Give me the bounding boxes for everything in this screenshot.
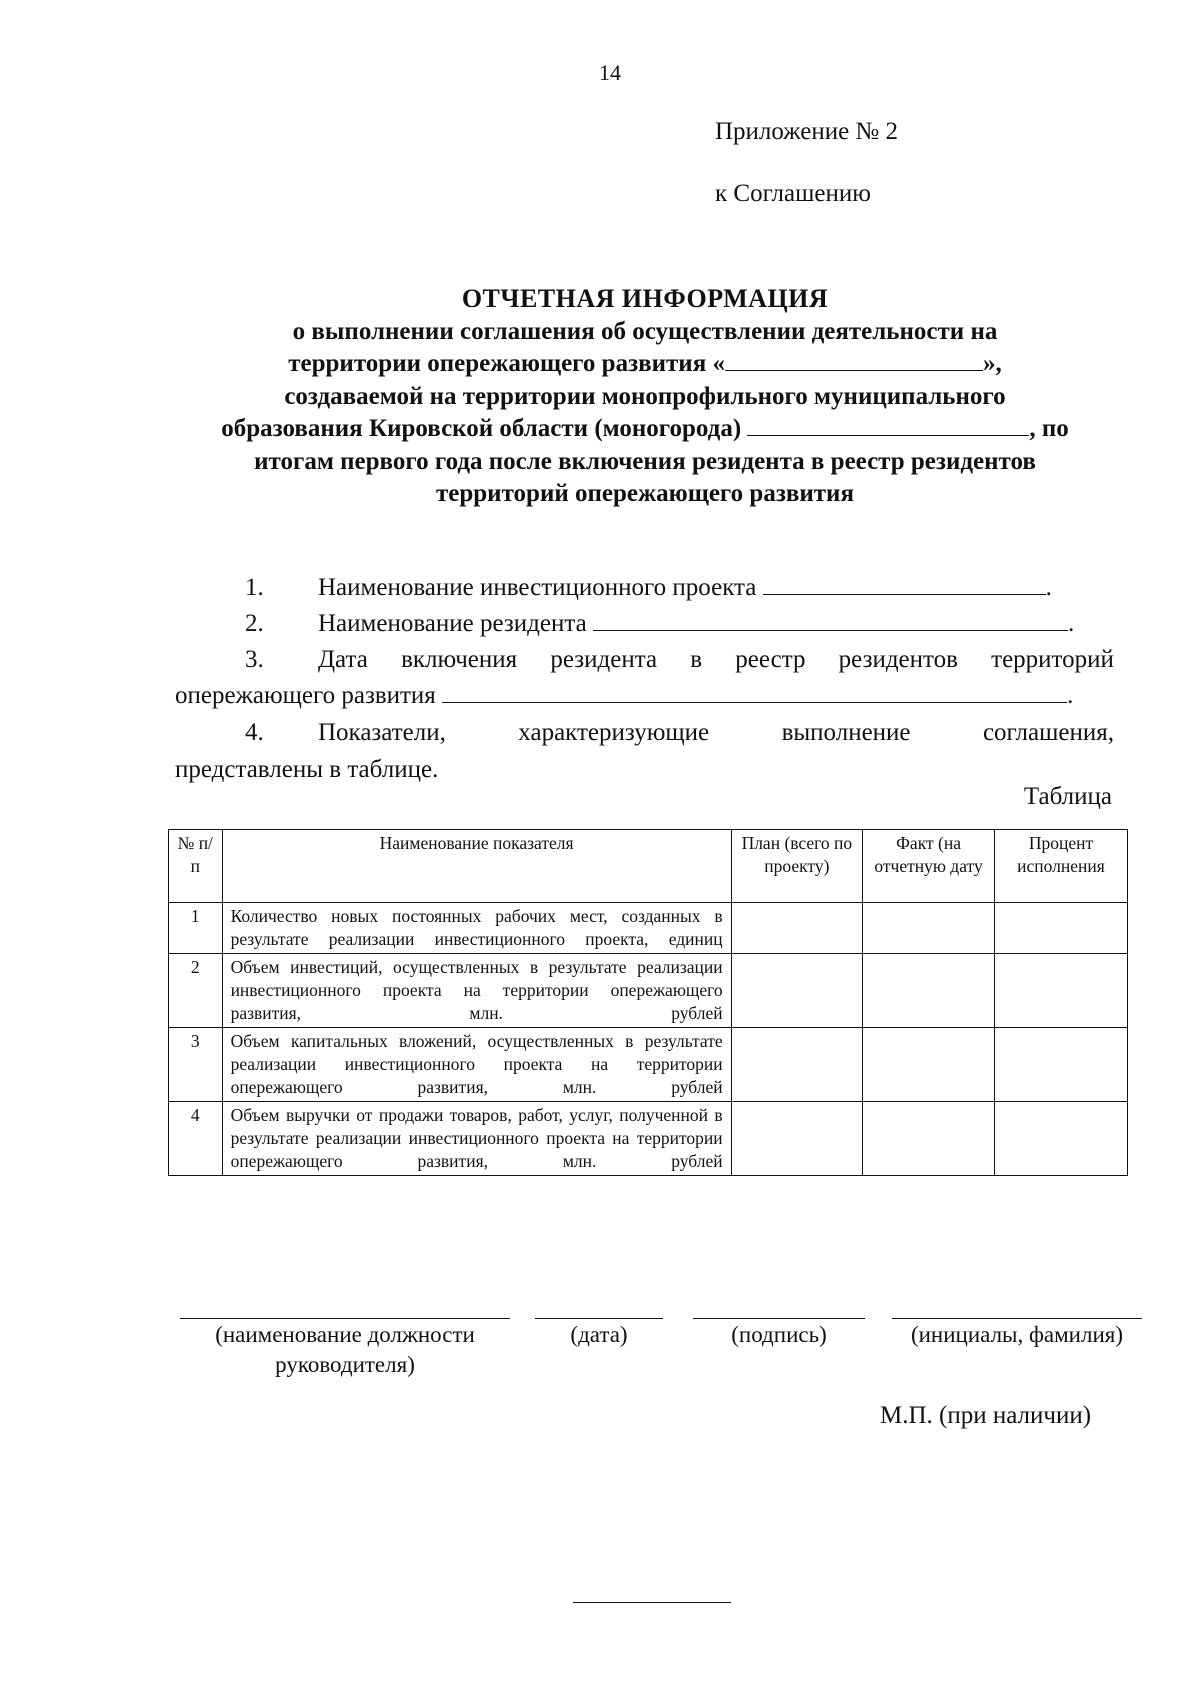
row-plan-cell[interactable]	[731, 954, 862, 1028]
word: в	[690, 646, 703, 673]
row-name: Объем выручки от продажи товаров, работ, услуг, полученной в результате реализации инвестиционного проекта на территории опережающего развития, млн. рублей	[222, 1102, 731, 1176]
appendix-to-label: к Соглашению	[715, 180, 871, 207]
resident-name-blank	[593, 608, 1068, 631]
word: реестр	[735, 646, 806, 673]
row-plan-cell[interactable]	[731, 1102, 862, 1176]
row-name: Объем капитальных вложений, осуществленных в результате реализации инвестиционного проекта на территории опережающего развития, млн. рублей	[222, 1028, 731, 1102]
title-line-2-suffix: »,	[982, 350, 1002, 377]
row-percent-cell[interactable]	[994, 903, 1127, 954]
title-line-2-prefix: территории опережающего развития «	[288, 350, 725, 377]
word: территорий	[991, 646, 1114, 673]
word: Дата	[318, 646, 368, 673]
word: резидента	[550, 646, 658, 673]
table-row	[169, 1028, 1128, 1102]
title-line-4-prefix: образования Кировской области (моногорода)	[221, 415, 742, 442]
row-percent-cell[interactable]	[994, 954, 1127, 1028]
header-percent: Процент исполнения	[994, 830, 1127, 903]
row-num: 4	[169, 1102, 223, 1176]
stamp-label: М.П. (при наличии)	[880, 1402, 1092, 1429]
list-item-end: .	[1045, 574, 1052, 601]
row-name: Объем инвестиций, осуществленных в результате реализации инвестиционного проекта на территории опережающего развития, млн. рублей	[222, 954, 731, 1028]
name-signature-line[interactable]	[892, 1318, 1142, 1319]
signature-label: (подпись)	[731, 1322, 827, 1347]
project-name-label: Наименование инвестиционного проекта	[318, 574, 757, 601]
title-main: ОТЧЕТНАЯ ИНФОРМАЦИЯ	[461, 284, 829, 313]
resident-name-label: Наименование резидента	[318, 610, 587, 637]
header-plan: План (всего по проекту)	[731, 830, 862, 903]
date-label: (дата)	[570, 1322, 628, 1347]
registry-date-blank	[442, 680, 1067, 703]
list-item-number: 3.	[245, 646, 264, 673]
list-item-text	[318, 570, 1052, 606]
list-item-number: 4.	[245, 719, 264, 746]
title-line-3: создаваемой на территории монопрофильного муниципального	[284, 382, 1006, 410]
word: характеризующие	[518, 719, 710, 746]
title-line-5: итогам первого года после включения резидента в реестр резидентов	[254, 447, 1036, 475]
table-row	[169, 903, 1128, 954]
list-item-4-continuation: представлены в таблице.	[175, 756, 439, 783]
word: Показатели,	[318, 719, 446, 746]
word: резидентов	[838, 646, 958, 673]
title-line-4-suffix: , по	[1029, 415, 1069, 442]
row-num: 3	[169, 1028, 223, 1102]
position-label: (наименование должности руководителя)	[215, 1322, 475, 1377]
appendix-label: Приложение № 2	[715, 118, 899, 145]
word: включения	[401, 646, 518, 673]
list-item-3-text	[318, 642, 1114, 678]
row-fact-cell[interactable]	[863, 954, 995, 1028]
row-plan-cell[interactable]	[731, 903, 862, 954]
table-row	[169, 1102, 1128, 1176]
position-signature-line[interactable]	[180, 1318, 510, 1319]
end-divider	[573, 1602, 731, 1603]
title-line-1: о выполнении соглашения об осуществлении деятельности на	[292, 317, 998, 345]
row-num: 1	[169, 903, 223, 954]
table-row	[169, 954, 1128, 1028]
name-label: (инициалы, фамилия)	[910, 1322, 1124, 1347]
row-num: 2	[169, 954, 223, 1028]
header-fact: Факт (на отчетную дату	[863, 830, 995, 903]
table-header-row	[169, 830, 1128, 903]
title-line-4	[160, 413, 1130, 446]
list-item-number: 1.	[245, 574, 264, 601]
row-percent-cell[interactable]	[994, 1102, 1127, 1176]
signature-line[interactable]	[693, 1318, 865, 1319]
list-item-end: .	[1067, 610, 1075, 637]
indicators-table	[168, 829, 1128, 1176]
date-signature-line[interactable]	[535, 1318, 663, 1319]
row-fact-cell[interactable]	[863, 1102, 995, 1176]
list-item-4-text	[318, 715, 1114, 751]
page-number: 14	[599, 60, 621, 85]
list-item-number: 2.	[245, 610, 264, 637]
header-num: № п/п	[169, 830, 223, 903]
list-item-text	[318, 606, 1074, 642]
table-caption: Таблица	[1023, 783, 1112, 810]
list-item-3-continuation	[175, 678, 1073, 714]
row-fact-cell[interactable]	[863, 903, 995, 954]
row-fact-cell[interactable]	[863, 1028, 995, 1102]
project-name-blank	[763, 572, 1046, 595]
word: выполнение	[781, 719, 911, 746]
title-line-6: территорий опережающего развития	[436, 480, 854, 507]
zone-name-blank	[725, 348, 983, 371]
header-name: Наименование показателя	[222, 830, 731, 903]
row-percent-cell[interactable]	[994, 1028, 1127, 1102]
title-line-2	[160, 348, 1130, 381]
row-name: Количество новых постоянных рабочих мест, созданных в результате реализации инвестиционного проекта, единиц	[222, 903, 731, 954]
list-item-end: .	[1067, 682, 1074, 709]
word: соглашения,	[982, 719, 1114, 746]
continuation-text: опережающего развития	[175, 682, 436, 709]
monotown-blank	[747, 413, 1029, 436]
report-title	[160, 283, 1130, 511]
row-plan-cell[interactable]	[731, 1028, 862, 1102]
